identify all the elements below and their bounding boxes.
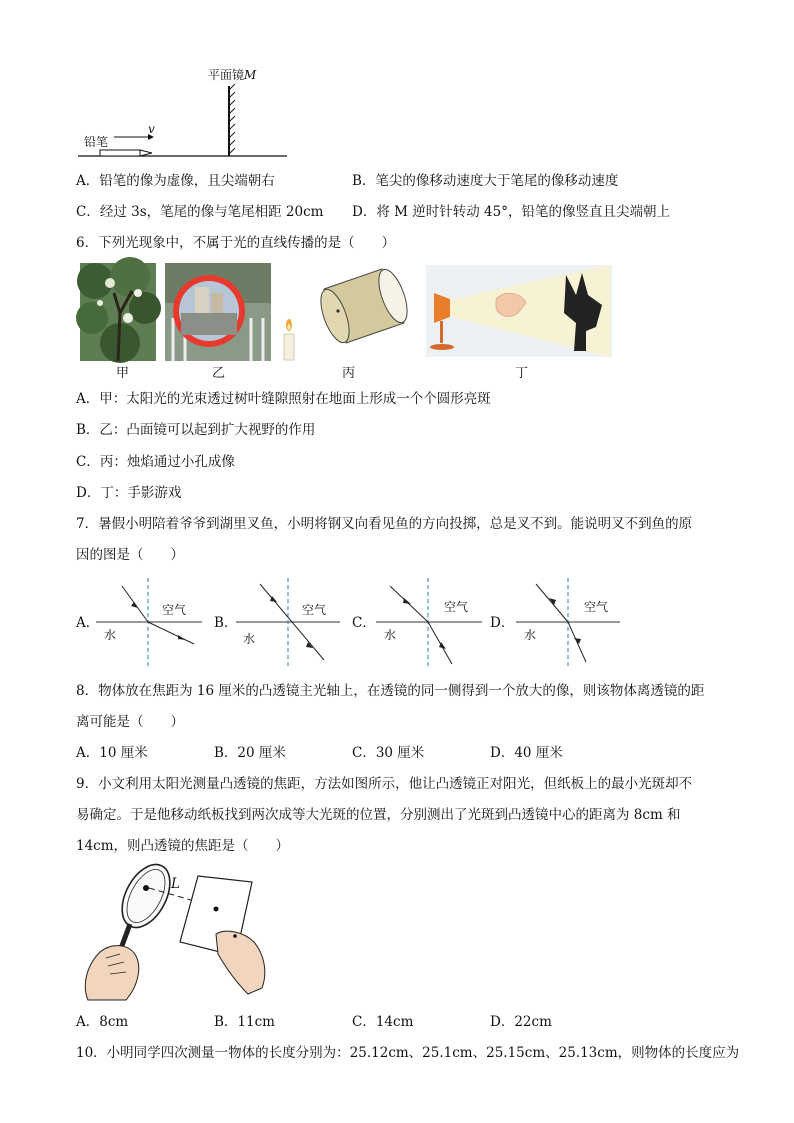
q6-option-a[interactable]: A．甲：太阳光的光束透过树叶缝隙照射在地面上形成一个个圆形亮斑 <box>76 391 491 407</box>
q8-stem-line1: 8．物体放在焦距为 16 厘米的凸透镜主光轴上，在透镜的同一侧得到一个放大的像，则该物体离透镜的距 <box>76 683 705 699</box>
q5-option-a[interactable]: A．铅笔的像为虚像，且尖端朝右 <box>76 173 275 189</box>
q6-stem: 6．下列光现象中，不属于光的直线传播的是（ ） <box>76 235 396 251</box>
q7-option-c[interactable]: C． <box>352 615 376 631</box>
q7-air-label-d: 空气 <box>584 600 609 614</box>
q6-option-b[interactable]: B．乙：凸面镜可以起到扩大视野的作用 <box>76 422 316 438</box>
q6-option-d[interactable]: D．丁：手影游戏 <box>76 485 182 501</box>
q10-stem-line1: 10．小明同学四次测量一物体的长度分别为：25.12cm、25.1cm、25.15cm、25.13cm，则物体的长度应为 <box>76 1045 740 1061</box>
q9-option-d[interactable]: D．22cm <box>490 1014 552 1030</box>
q7-option-d[interactable]: D． <box>490 615 515 631</box>
pencil-label: 铅笔 <box>84 135 109 149</box>
q5-option-b[interactable]: B．笔尖的像移动速度大于笔尾的像移动速度 <box>352 173 619 189</box>
q9-option-b[interactable]: B．11cm <box>214 1014 275 1030</box>
convex-mirror-photo-image <box>165 263 271 361</box>
q9-option-a[interactable]: A．8cm <box>76 1014 129 1030</box>
q8-option-c[interactable]: C．30 厘米 <box>352 745 425 761</box>
q9-figure-label: L <box>171 876 180 892</box>
q7-water-label-d: 水 <box>524 628 537 642</box>
q7-diagram-b <box>236 578 346 668</box>
caption-bing: 丙 <box>342 366 356 381</box>
q5-option-c[interactable]: C．经过 3s，笔尾的像与笔尾相距 20cm <box>76 204 324 220</box>
caption-jia: 甲 <box>116 366 130 381</box>
q7-air-label-c: 空气 <box>444 600 469 614</box>
q5-figure-drawing <box>0 0 794 170</box>
hand-shadow-image <box>426 265 612 357</box>
q8-option-a[interactable]: A．10 厘米 <box>76 745 148 761</box>
q9-stem-line3: 14cm，则凸透镜的焦距是（ ） <box>76 838 290 854</box>
velocity-label: v <box>148 122 155 136</box>
q7-water-label-b: 水 <box>243 632 256 646</box>
q7-stem-line2: 因的图是（ ） <box>76 547 184 563</box>
caption-yi: 乙 <box>212 366 226 381</box>
q5-option-d[interactable]: D．将 M 逆时针转动 45°，铅笔的像竖直且尖端朝上 <box>352 204 670 220</box>
q7-diagram-a <box>96 578 206 668</box>
tree-photo-image <box>80 263 156 361</box>
q7-option-b[interactable]: B． <box>214 615 238 631</box>
mirror-label: 平面镜M <box>208 68 257 82</box>
q9-stem-line2: 易确定。于是他移动纸板找到两次成等大光斑的位置，分别测出了光斑到凸透镜中心的距离为 8cm 和 <box>76 807 681 823</box>
q9-option-c[interactable]: C．14cm <box>352 1014 414 1030</box>
q6-option-c[interactable]: C．丙：烛焰通过小孔成像 <box>76 454 235 470</box>
q8-option-b[interactable]: B．20 厘米 <box>214 745 286 761</box>
q7-air-label-b: 空气 <box>302 603 327 617</box>
q7-diagram-d <box>516 578 626 668</box>
q8-option-d[interactable]: D．40 厘米 <box>490 745 563 761</box>
caption-ding: 丁 <box>515 366 529 381</box>
q9-stem-line1: 9．小文利用太阳光测量凸透镜的焦距，方法如图所示，他让凸透镜正对阳光，但纸板上的最小光斑却不 <box>76 776 693 792</box>
q7-air-label-a: 空气 <box>162 603 187 617</box>
q7-option-a[interactable]: A． <box>76 615 100 631</box>
candle-icon <box>282 318 296 362</box>
q7-diagram-c <box>376 578 486 668</box>
q7-water-label-a: 水 <box>104 628 117 642</box>
q7-water-label-c: 水 <box>384 628 397 642</box>
q7-stem-line1: 7．暑假小明陪着爷爷到湖里叉鱼，小明将钢叉向看见鱼的方向投掷，总是叉不到。能说明叉不到鱼的原 <box>76 516 693 532</box>
pinhole-camera-image <box>316 263 416 343</box>
q8-stem-line2: 离可能是（ ） <box>76 714 184 730</box>
